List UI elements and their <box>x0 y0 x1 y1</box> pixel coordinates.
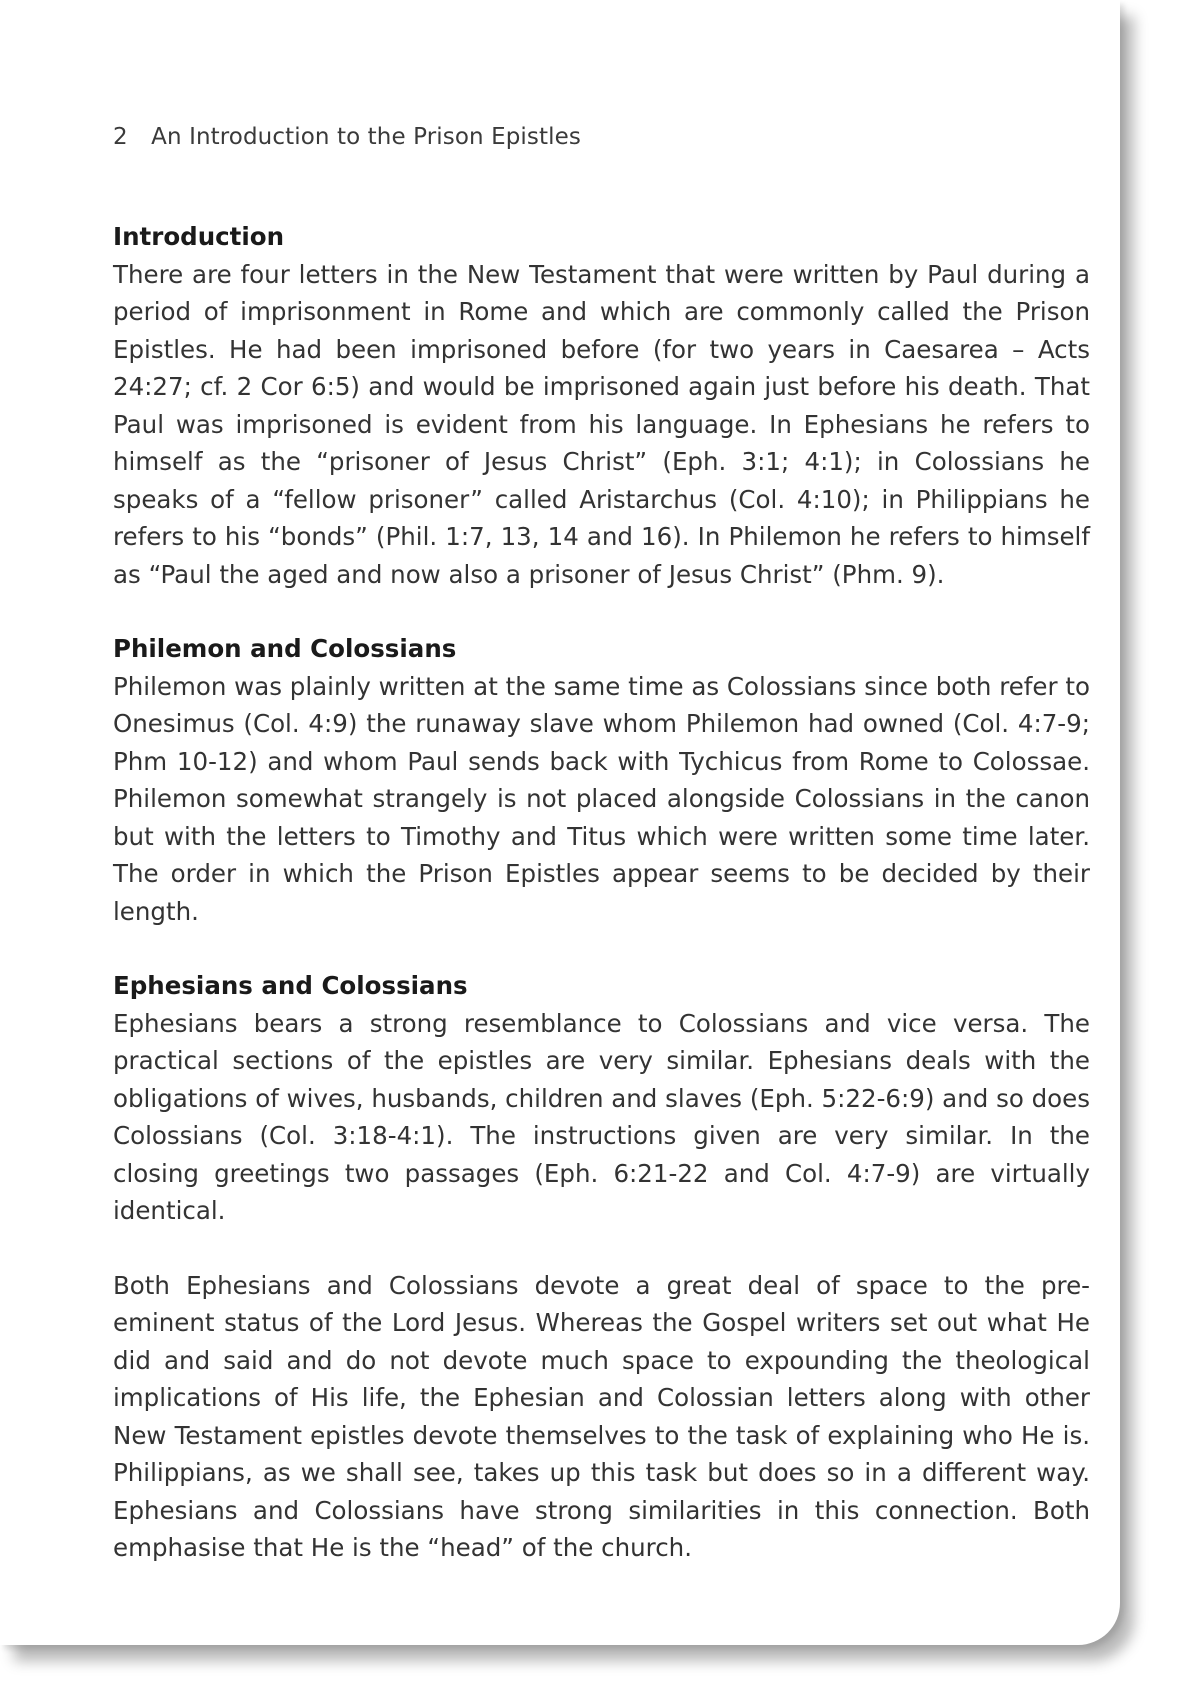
body-paragraph: Both Ephesians and Colossians devote a great deal of space to the pre-eminent status of the Lord Jesus. Whereas the Gospel writers set out what He did and said and do not devote much space to expounding the theological implications of His life, the Ephesian and Colossian letters along with other New Testament epistles devote themselves to the task of explaining who He is. Philippians, as we shall see, takes up this task but does so in a different way. Ephesians and Colossians have strong similarities in this connection. Both emphasise that He is the “head” of the church. <box>113 1270 1090 1562</box>
body-paragraph: Ephesians bears a strong resemblance to Colossians and vice versa. The practical sections of the epistles are very similar. Ephesians deals with the obligations of wives, husbands, children and slaves (Eph. 5:22-6:9) and so does Colossians (Col. 3:18-4:1). The instructions given are very similar. In the closing greetings two passages (Eph. 6:21-22 and Col. 4:7-9) are virtually identical. <box>113 1008 1090 1225</box>
running-head <box>113 124 581 150</box>
running-head-title: An Introduction to the Prison Epistles <box>151 124 581 150</box>
section-heading: Ephesians and Colossians <box>113 971 468 1000</box>
section-heading: Introduction <box>113 222 285 251</box>
section-philemon-and-colossians <box>113 630 1090 930</box>
body-paragraph: There are four letters in the New Testament that were written by Paul during a period of imprisonment in Rome and which are commonly called the Prison Epistles. He had been imprisoned before (for two years in Caesarea – Acts 24:27; cf. 2 Cor 6:5) and would be imprisoned again just before his death. That Paul was imprisoned is evident from his language. In Ephesians he refers to himself as the “prisoner of Jesus Christ” (Eph. 3:1; 4:1); in Colossians he speaks of a “fellow prisoner” called Aristarchus (Col. 4:10); in Philippians he refers to his “bonds” (Phil. 1:7, 13, 14 and 16). In Philemon he refers to himself as “Paul the aged and now also a prisoner of Jesus Christ” (Phm. 9). <box>113 259 1090 589</box>
section-ephesians-and-colossians <box>113 967 1090 1230</box>
page-body <box>113 218 1090 1604</box>
section-heading: Philemon and Colossians <box>113 634 457 663</box>
section-ephesians-and-colossians-continued <box>113 1267 1090 1567</box>
section-introduction <box>113 218 1090 593</box>
body-paragraph: Philemon was plainly written at the same time as Colossians since both refer to Onesimus (Col. 4:9) the runaway slave whom Philemon had owned (Col. 4:7-9; Phm 10-12) and whom Paul sends back with Tychicus from Rome to Colossae. Philemon somewhat strangely is not placed alongside Colossians in the canon but with the letters to Timothy and Titus which were written some time later. The order in which the Prison Epistles appear seems to be decided by their length. <box>113 671 1090 926</box>
page-number: 2 <box>113 124 128 150</box>
